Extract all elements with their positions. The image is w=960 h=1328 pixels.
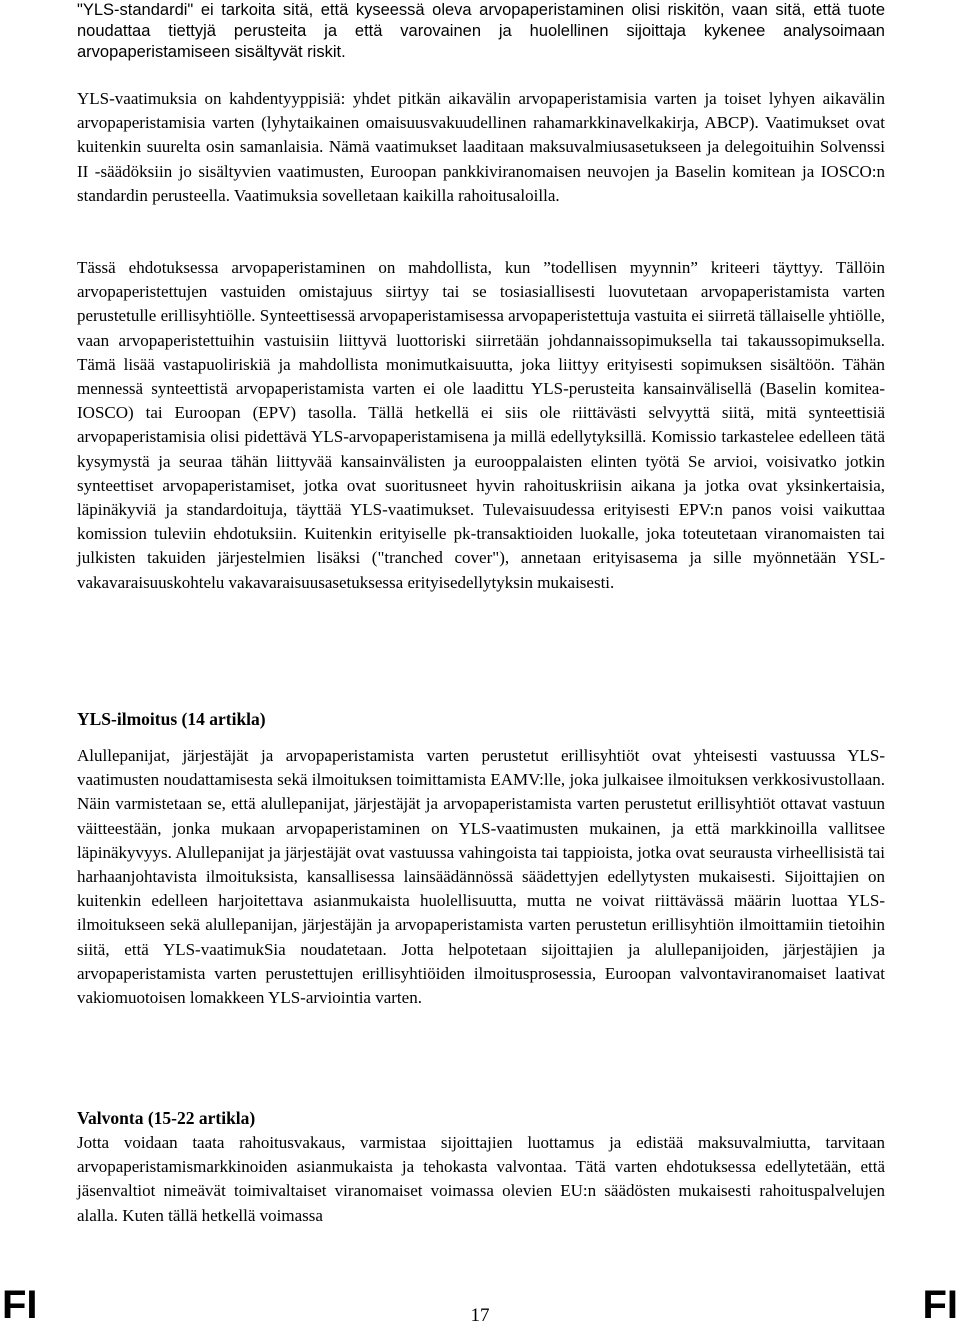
section-heading-supervision: Valvonta (15-22 artikla) — [77, 1108, 256, 1128]
paragraph-yls-notification: Alullepanijat, järjestäjät ja arvopaperistamista varten perustetut erillisyhtiöt ovat yhteisesti vastuussa YLS-vaatimusten noudattamisesta sekä ilmoituksen toimittamista EAMV:lle, joka julkaisee ilmoituksen verkkosivustollaan. Näin varmistetaan se, että alullepanijat, järjestäjät ja arvopaperistamista varten perustetut erillisyhtiöt ottavat vastuun väitteestään, jonka mukaan arvopaperistaminen on YLS-vaatimusten mukainen, ja että markkinoilla vallitsee läpinäkyvyys. Alullepanijat ja järjestäjät ovat vastuussa vahingoista tai tappioista, jotka ovat seurausta virheellisistä tai harhaanjohtavista ilmoituksista, kansallisessa lainsäädännössä säädettyjen edellytysten mukaisesti. Sijoittajien on kuitenkin edelleen harjoitettava asianmukaista huolellisuutta, mutta ne voivat riittävässä määrin luottaa YLS-ilmoitukseen sekä alullepanijan, järjestäjän ja arvopaperistamista varten perustetun erillisyhtiön ilmoittamiin tietoihin siitä, että YLS-vaatimukSia noudatetaan. Jotta helpotetaan sijoittajien ja alullepanijoiden, järjestäjien ja arvopaperistamista varten perustettujen erillisyhtiöiden ilmoitusprosessia, Euroopan valvontaviranomaiset laativat vakiomuotoisen lomakkeen YLS-arviointia varten. — [77, 746, 885, 1008]
section-heading-yls-notification: YLS-ilmoitus (14 artikla) — [77, 709, 266, 729]
paragraph-yls-requirements: YLS-vaatimuksia on kahdentyyppisiä: yhdet pitkän aikavälin arvopaperistamisia varten ja toiset lyhyen aikavälin arvopaperistamisia varten (lyhytaikainen omaisuusvakuudellinen rahamarkkinavelkakirja, ABCP). Vaatimukset ovat kuitenkin suurelta osin samanlaisia. Nämä vaatimukset laaditaan maksuvalmiusasetukseen ja delegoituihin Solvenssi II -säädöksiin jo sisältyvien vaatimusten, Euroopan pankkiviranomaisen neuvojen ja Baselin komitean ja IOSCO:n standardin perusteella. Vaatimuksia sovelletaan kaikilla rahoitusaloilla. — [77, 89, 885, 205]
intro-paragraph: "YLS-standardi" ei tarkoita sitä, että kyseessä oleva arvopaperistaminen olisi riskitön, vaan sitä, että tuote noudattaa tiettyjä perusteita ja että varovainen ja huolellinen sijoittaja kykenee analysoimaan arvopaperistamiseen sisältyvät riskit. — [77, 1, 885, 61]
paragraph-synthetic-securitisation: Tässä ehdotuksessa arvopaperistaminen on mahdollista, kun ”todellisen myynnin” kriteeri täyttyy. Tällöin arvopaperistettujen vastuiden omistajuus siirtyy tai se tosiasiallisesti luovutetaan arvopaperistamista varten perustetulle erillisyhtiölle. Synteettisessä arvopaperistamisessa arvopaperistettuja vastuita ei siirretä tällaiselle yhtiölle, vaan arvopaperistettuihin vastuisiin liittyvä luottoriski siirretään johdannaissopimuksella tai takaussopimuksella. Tämä lisää vastapuoliriskiä ja mahdollista monimutkaisuutta, joka liittyy erityisesti sopimuksen sisältöön. Tähän mennessä synteettistä arvopaperistamista varten ei ole laadittu YLS-perusteita kansainvälisellä (Baselin komitea-IOSCO) tai Euroopan (EPV) tasolla. Tällä hetkellä ei siis ole riittävästi selvyyttä siitä, mitä synteettisiä arvopaperistamisia olisi pidettävä YLS-arvopaperistamisena ja millä edellytyksillä. Komissio tarkastelee edelleen tätä kysymystä ja seuraa tähän liittyvää kansainvälisten ja eurooppalaisten elinten työtä Se arvioi, voisivatko jotkin synteettiset arvopaperistamiset, jotka ovat suoritusneet hyvin rahoituskriisin aikana ja jotka ovat yksinkertaisia, läpinäkyviä ja standardoituja, täyttää YLS-vaatimukset. Tulevaisuudessa erityisesti EPV:n panos voisi vaikuttaa komission tuleviin ehdotuksiin. Kuitenkin erityiselle pk-transaktioiden luokalle, joka toteutetaan viranomaisten tai julkisten takuiden järjestelmien lisäksi ("tranched cover"), annetaan erityisasema ja sille myönnetään YSL-vakavaraisuuskohtelu vakavaraisuusasetuksessa erityisedellytyksin mukaisesti. — [77, 258, 885, 592]
paragraph-supervision: Jotta voidaan taata rahoitusvakaus, varmistaa sijoittajien luottamus ja edistää maksuvalmiutta, tarvitaan arvopaperistamismarkkinoiden asianmukaista ja tehokasta valvontaa. Tätä varten ehdotuksessa edellytetään, että jäsenvaltiot nimeävät toimivaltaiset viranomaiset voimassa olevien EU:n säädösten mukaisesti rahoituspalvelujen alalla. Kuten tällä hetkellä voimassa — [77, 1133, 885, 1225]
page-number: 17 — [470, 1305, 490, 1326]
footer-language-left: FI — [2, 1283, 38, 1327]
footer-language-right: FI — [922, 1283, 958, 1327]
